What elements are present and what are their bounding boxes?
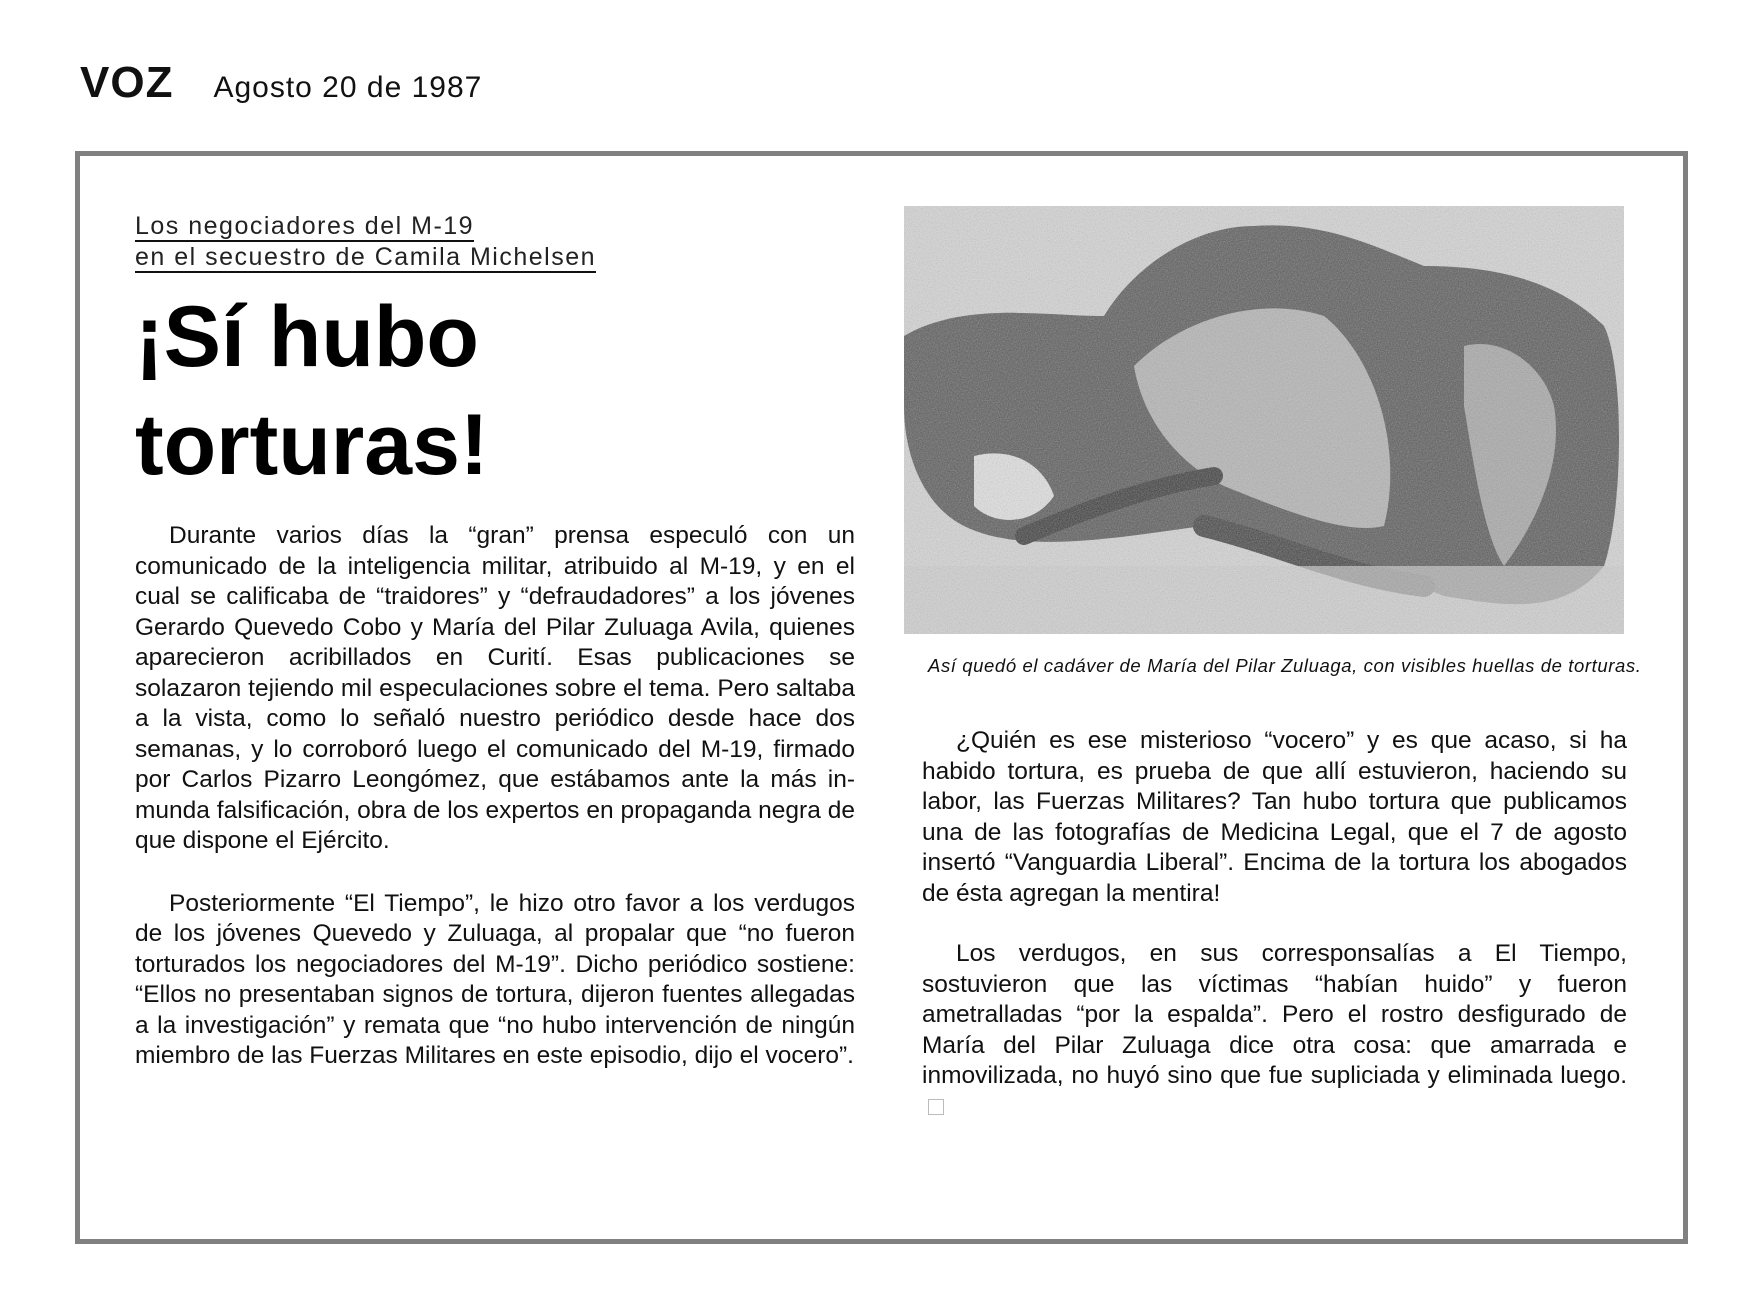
kicker-line: en el secuestro de Camila Michelsen — [135, 243, 597, 271]
article-frame — [75, 151, 1688, 1244]
publication-date: Agosto 20 de 1987 — [213, 71, 483, 104]
headline-line: ¡Sí hubo — [135, 289, 479, 385]
article-photo — [904, 206, 1624, 634]
photo-caption: Así quedó el cadáver de María del Pilar Zuluaga, con visibles huellas de torturas. — [928, 655, 1642, 676]
right-column — [904, 206, 1644, 1122]
left-column — [135, 211, 855, 1072]
body-paragraph — [904, 939, 1627, 1122]
publication-name: VOZ — [80, 58, 174, 107]
photo-placeholder-graphic — [904, 206, 1624, 634]
kicker — [135, 211, 855, 273]
end-of-article-mark-icon — [928, 1099, 944, 1115]
body-paragraph: Durante varios días la “gran” prensa especuló con un comunicado de la inteligencia militar, atribuido al M-19, y en el cual se calificaba de “traidores” y “defraudadores” a los jóvenes Gerardo Quevedo Cobo y María del Pilar Zuluaga Avila, quienes aparecieron acribillados en Curití. Esas publicaciones se solazaron tejiendo mil especulaciones sobre el tema. Pero saltaba a la vista, como lo señaló nuestro periódico desde hace dos semanas, y lo corroboró luego el comunicado del M-19, firmado por Carlos Pizarro Leongómez, que estábamos ante la más inmunda falsificación, obra de los expertos en propaganda negra de que dispone el Ejército. — [135, 522, 855, 854]
masthead — [80, 58, 482, 108]
headline-line: torturas! — [135, 397, 489, 493]
body-paragraph: ¿Quién es ese misterioso “vocero” y es que acaso, si ha habido tortura, es prueba de que allí estuvieron, haciendo su labor, las Fuerzas Militares? Tan hubo tortura que publicamos una de las fotografías de Medicina Legal, que el 7 de agosto insertó “Vanguardia Liberal”. Encima de la tortura los abogados de ésta agregan la mentira! — [922, 727, 1627, 907]
body-paragraph-text: Los verdugos, en sus corresponsalías a El Tiempo, sostuvieron que las víctimas “habían huido” y fueron ametralladas “por la espalda”. Pero el rostro desfigurado de María del Pilar Zuluaga dice otra cosa: que amarrada e inmovilizada, no huyó sino que fue supliciada y eliminada luego. — [922, 940, 1627, 1089]
kicker-line: Los negociadores del M-19 — [135, 212, 475, 240]
body-paragraph: Posteriormente “El Tiempo”, le hizo otro favor a los verdugos de los jóvenes Quevedo y Zuluaga, al propalar que “no fueron torturados los negociadores del M-19”. Dicho periódico sostiene: “Ellos no presentaban signos de tortura, dijeron fuentes allegadas a la investigación” y remata que “no hubo intervención de ningún miembro de las Fuerzas Militares en este episodio, dijo el vocero”. — [135, 889, 855, 1069]
headline — [135, 283, 855, 499]
